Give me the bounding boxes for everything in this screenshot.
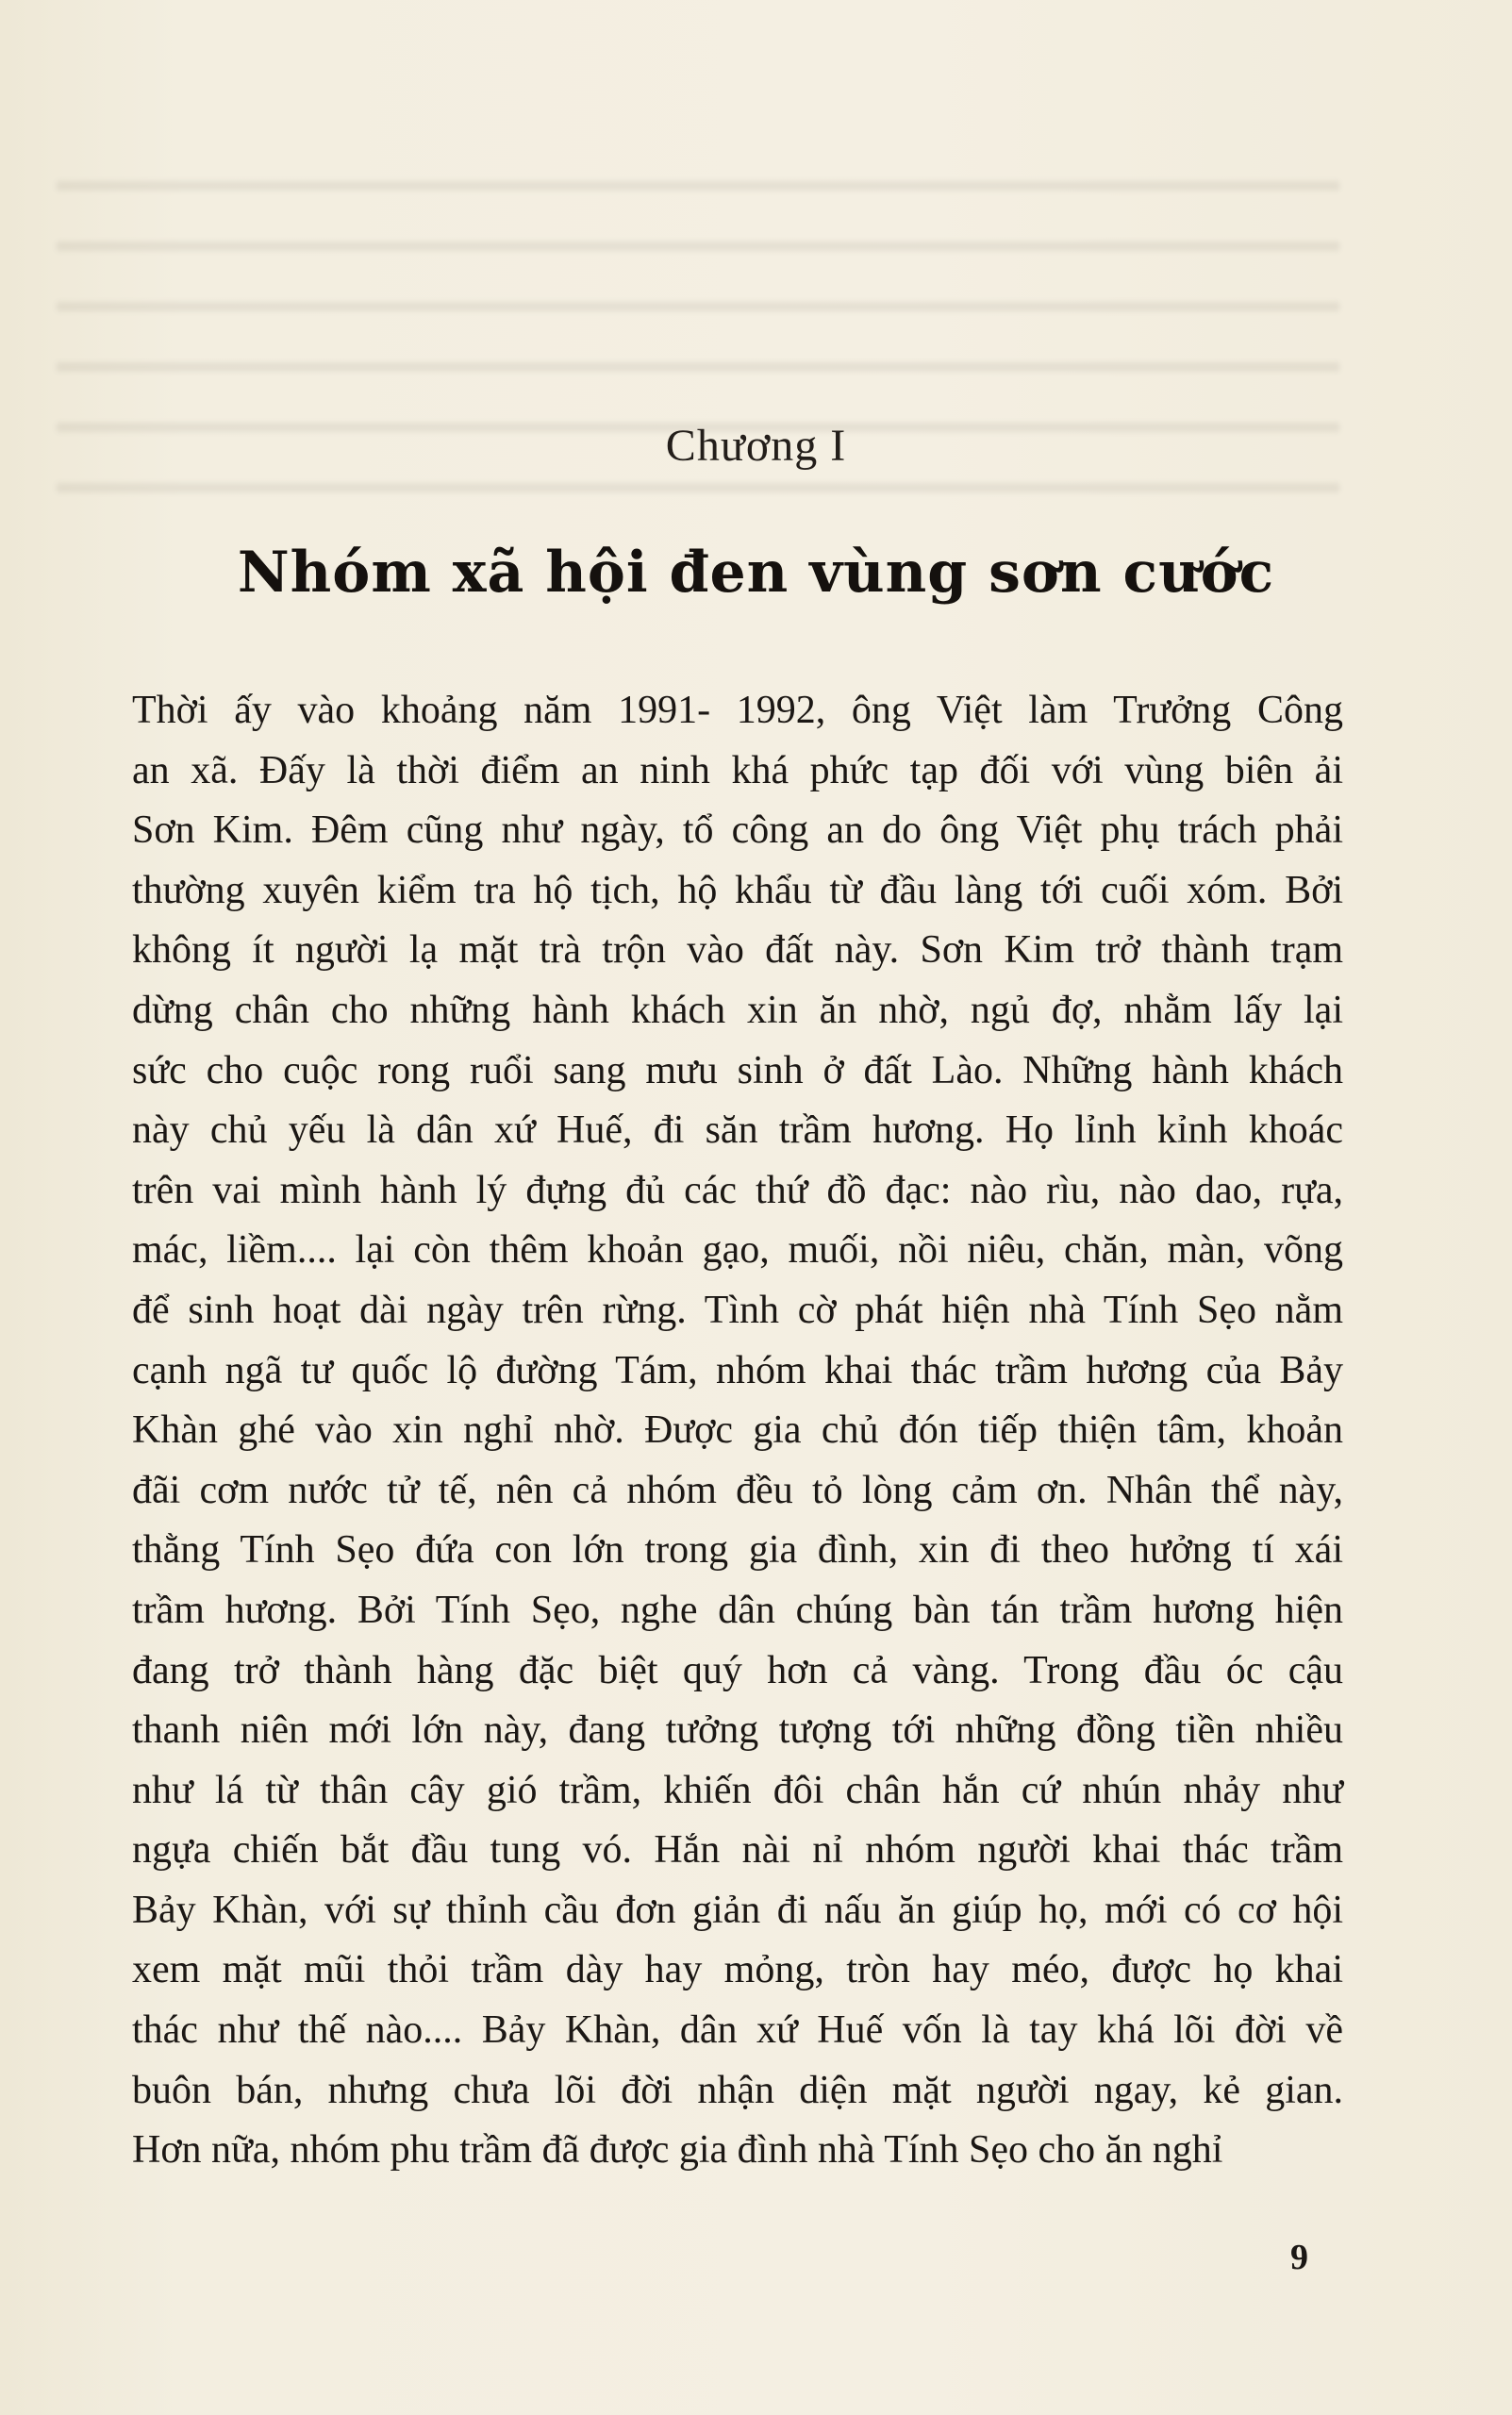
- text-line: thác như thế nào.... Bảy Khàn, dân xứ Huế vốn là tay khá lõi đời về: [132, 2008, 1343, 2053]
- text-line: Hơn nữa, nhóm phu trầm đã được gia đình nhà Tính Sẹo cho ăn nghỉ: [132, 2128, 1223, 2173]
- text-line: thường xuyên kiểm tra hộ tịch, hộ khẩu từ đầu làng tới cuối xóm. Bởi: [132, 868, 1343, 912]
- text-line: ngựa chiến bắt đầu tung vó. Hắn nài nỉ nhóm người khai thác trầm: [132, 1828, 1343, 1873]
- text-line: trầm hương. Bởi Tính Sẹo, nghe dân chúng bàn tán trầm hương hiện: [132, 1588, 1343, 1632]
- text-line: trên vai mình hành lý đựng đủ các thứ đồ đạc: nào rìu, nào dao, rựa,: [132, 1168, 1343, 1212]
- text-line: đãi cơm nước tử tế, nên cả nhóm đều tỏ lòng cảm ơn. Nhân thể này,: [132, 1468, 1343, 1512]
- text-line: này chủ yếu là dân xứ Huế, đi săn trầm hương. Họ lỉnh kỉnh khoác: [132, 1108, 1343, 1153]
- text-line: cạnh ngã tư quốc lộ đường Tám, nhóm khai thác trầm hương của Bảy: [132, 1348, 1343, 1392]
- text-line: dừng chân cho những hành khách xin ăn nhờ, ngủ đợ, nhằm lấy lại: [132, 988, 1343, 1032]
- text-line: Bảy Khàn, với sự thỉnh cầu đơn giản đi nấu ăn giúp họ, mới có cơ hội: [132, 1888, 1343, 1932]
- text-line: xem mặt mũi thỏi trầm dày hay mỏng, tròn hay méo, được họ khai: [132, 1948, 1343, 1992]
- text-line: thanh niên mới lớn này, đang tưởng tượng tới những đồng tiền nhiều: [132, 1708, 1343, 1753]
- text-line: để sinh hoạt dài ngày trên rừng. Tình cờ phát hiện nhà Tính Sẹo nằm: [132, 1288, 1343, 1332]
- text-line: sức cho cuộc rong ruổi sang mưu sinh ở đất Lào. Những hành khách: [132, 1048, 1343, 1092]
- chapter-label: Chương I: [665, 421, 847, 471]
- text-line: không ít người lạ mặt trà trộn vào đất này. Sơn Kim trở thành trạm: [132, 928, 1343, 973]
- text-line: như lá từ thân cây gió trầm, khiến đôi chân hắn cứ nhún nhảy như: [132, 1768, 1343, 1812]
- text-line: mác, liềm.... lại còn thêm khoản gạo, muối, nồi niêu, chăn, màn, võng: [132, 1228, 1343, 1273]
- page-number: 9: [1290, 2238, 1308, 2277]
- text-line: buôn bán, nhưng chưa lõi đời nhận diện mặt người ngay, kẻ gian.: [132, 2068, 1343, 2112]
- text-line: đang trở thành hàng đặc biệt quý hơn cả vàng. Trong đầu óc cậu: [132, 1648, 1343, 1692]
- reverse-side-bleed-through: [57, 142, 1339, 538]
- text-line: Thời ấy vào khoảng năm 1991- 1992, ông Việt làm Trưởng Công: [132, 689, 1343, 732]
- text-line: Sơn Kim. Đêm cũng như ngày, tổ công an do ông Việt phụ trách phải: [132, 808, 1343, 853]
- body-text: [132, 681, 1343, 2181]
- text-line: thằng Tính Sẹo đứa con lớn trong gia đình, xin đi theo hưởng tí xái: [132, 1528, 1343, 1573]
- chapter-title: Nhóm xã hội đen vùng sơn cước: [237, 540, 1275, 606]
- text-line: Khàn ghé vào xin nghỉ nhờ. Được gia chủ đón tiếp thiện tâm, khoản: [132, 1408, 1343, 1453]
- text-line: an xã. Đấy là thời điểm an ninh khá phức tạp đối với vùng biên ải: [132, 748, 1343, 792]
